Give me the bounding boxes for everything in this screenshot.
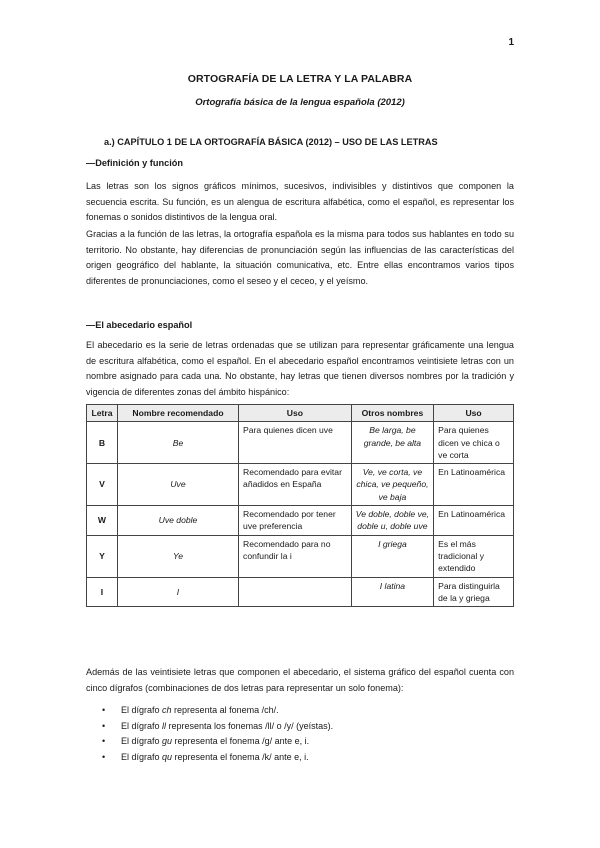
digrafo-suffix: representa el fonema /k/ ante e, i. <box>172 751 309 762</box>
table-header-row <box>87 405 514 422</box>
list-item <box>100 719 333 735</box>
page-number: 1 <box>508 37 514 48</box>
chapter-heading: a.) CAPÍTULO 1 DE LA ORTOGRAFÍA BÁSICA (2012) – USO DE LAS LETRAS <box>104 137 438 147</box>
section-heading-abecedario: —El abecedario español <box>86 320 193 330</box>
paragraph-digrafos: Además de las veintisiete letras que componen el abecedario, el sistema gráfico del español cuenta con cinco dígrafos (combinaciones de dos letras para representar un solo fonema): <box>86 667 514 693</box>
cell-uso-2: En Latinoamérica <box>434 464 514 506</box>
table-row <box>87 422 514 464</box>
digrafo-letters: qu <box>162 751 173 762</box>
cell-uso-2: Para quienes dicen ve chica o ve corta <box>434 422 514 464</box>
paragraph-ortografia: Gracias a la función de las letras, la ortografía española es la misma para todos sus hablantes en todo su territorio. No obstante, hay diferencias de pronunciación según las influencias de las características del origen geográfico del hablante, la situación comunicativa, etc. Entre ellas encontramos varios tipos diferentes de pronunciaciones, como el seseo y el ceceo, y el yeísmo. <box>86 229 514 286</box>
cell-letra: I <box>87 577 118 607</box>
cell-otros: Ve, ve corta, ve chica, ve pequeño, ve baja <box>351 464 433 506</box>
header-letra: Letra <box>87 405 118 422</box>
cell-uso-2: Es el más tradicional y extendido <box>434 535 514 577</box>
cell-nombre: I <box>117 577 238 607</box>
cell-nombre: Uve <box>117 464 238 506</box>
table-row <box>87 577 514 607</box>
section-heading-definicion: —Definición y función <box>86 158 183 168</box>
table-row <box>87 535 514 577</box>
header-uso: Uso <box>239 405 352 422</box>
list-item <box>100 750 333 766</box>
paragraph-definicion: Las letras son los signos gráficos mínimos, sucesivos, indivisibles y distintivos que componen la secuencia escrita. Su función, es un alengua de escritura alfabética, como el español, es representar los fonemas o sonidos distintivos de la lengua oral. <box>86 181 514 223</box>
document-title: ORTOGRAFÍA DE LA LETRA Y LA PALABRA <box>187 73 413 85</box>
cell-otros: I griega <box>351 535 433 577</box>
cell-uso <box>239 577 352 607</box>
digrafo-prefix: El dígrafo <box>121 720 163 731</box>
bullet-icon: • <box>102 736 106 746</box>
header-uso-2: Uso <box>434 405 514 422</box>
document-subtitle: Ortografía básica de la lengua española (2012) <box>195 97 405 108</box>
table-row <box>87 464 514 506</box>
cell-uso: Recomendado para evitar añadidos en España <box>239 464 352 506</box>
digrafos-list <box>100 703 333 765</box>
paragraph-abecedario: El abecedario es la serie de letras ordenadas que se utilizan para representar gráficamente una lengua de escritura alfabética, como el español. En el abecedario español encontramos veintisiete letras con un nombre asignado para cada una. No obstante, hay letras que tienen diversos nombres por la tradición y vigencia de diferentes zonas del ámbito hispánico: <box>86 340 514 397</box>
cell-uso: Para quienes dicen uve <box>239 422 352 464</box>
digrafo-prefix: El dígrafo <box>121 751 163 762</box>
table-row <box>87 506 514 536</box>
digrafo-prefix: El dígrafo <box>121 705 163 715</box>
cell-uso-2: Para distinguirla de la y griega <box>434 577 514 607</box>
header-nombre: Nombre recomendado <box>117 405 238 422</box>
cell-otros: Be larga, be grande, be alta <box>351 422 433 464</box>
cell-nombre: Be <box>117 422 238 464</box>
cell-letra: Y <box>87 535 118 577</box>
bullet-icon: • <box>102 751 106 762</box>
digrafo-suffix: representa al fonema /ch/. <box>171 705 279 715</box>
cell-letra: B <box>87 422 118 464</box>
cell-nombre: Uve doble <box>117 506 238 536</box>
letters-table <box>86 404 514 607</box>
cell-uso: Recomendado para no confundir la i <box>239 535 352 577</box>
digrafo-letters: ll <box>162 720 167 731</box>
list-item <box>100 734 333 750</box>
digrafo-suffix: representa el fonema /g/ ante e, i. <box>172 736 310 746</box>
digrafo-prefix: El dígrafo <box>121 736 163 746</box>
digrafo-letters: gu <box>162 736 173 746</box>
cell-otros: Ve doble, doble ve, doble u, doble uve <box>351 506 433 536</box>
cell-letra: W <box>87 506 118 536</box>
list-item <box>100 703 333 719</box>
digrafo-suffix: representa los fonemas /ll/ o /y/ (yeístas). <box>166 720 334 731</box>
bullet-icon: • <box>102 705 106 715</box>
bullet-icon: • <box>102 720 106 731</box>
cell-nombre: Ye <box>117 535 238 577</box>
header-otros: Otros nombres <box>351 405 433 422</box>
cell-otros: I latina <box>351 577 433 607</box>
cell-uso: Recomendado por tener uve preferencia <box>239 506 352 536</box>
cell-uso-2: En Latinoamérica <box>434 506 514 536</box>
digrafo-letters: ch <box>162 705 172 715</box>
cell-letra: V <box>87 464 118 506</box>
